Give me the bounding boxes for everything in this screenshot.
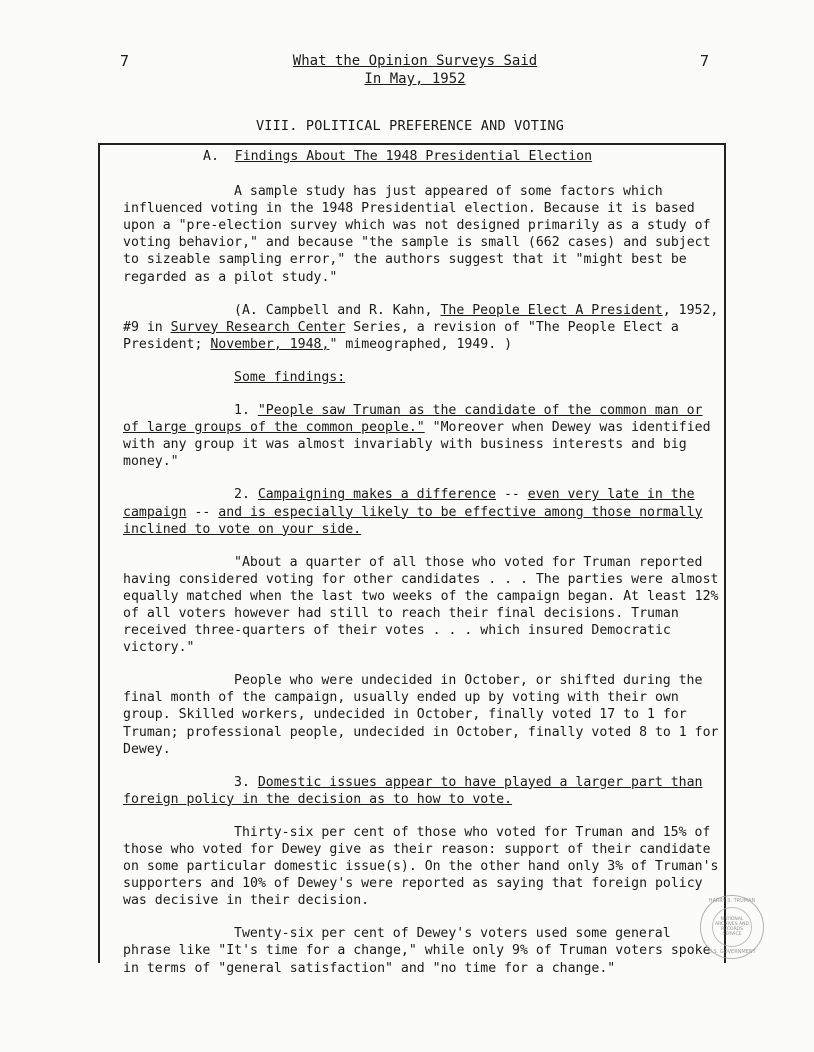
finding-2-part-2: even very late in the campaign [123,487,695,520]
finding-2-sep-1: -- [496,487,528,503]
citation-book-title: The People Elect A President [440,302,663,318]
some-findings-label: Some findings: [234,369,346,385]
some-findings-heading [234,369,721,386]
intro-paragraph: A sample study has just appeared of some factors which influenced voting in the 1948 Presidential election. Because it is based upon a "pre-election survey which was not designed primarily as a study of voting behavior," and because "the sample is small (662 cases) and subject to sizeable sampling error," the authors suggest that it "might best be regarded as a pilot study." [123,184,711,285]
finding-3-number: 3. [234,774,250,790]
archive-stamp [700,895,764,959]
finding-2-quote: "About a quarter of all those who voted for Truman reported having considered voting for other candidates . . . The parties were almost equally matched when the last two weeks of the campaign began. At least 12% of all voters however had still to reach their final decisions. Truman received three-quarters of their votes . . . which insured Democratic victory." [123,554,719,656]
citation-mid-2: Series, a revision of "The People Elect a President; [123,319,679,352]
citation-date: November, 1948, [210,336,330,352]
citation-mid-1: , 1952, #9 in [123,302,719,335]
stamp-top-text: HARRY S. TRUMAN [708,898,756,904]
finding-1-number: 1. [234,403,250,419]
twenty-six-paragraph: Twenty-six per cent of Dewey's voters used some general phrase like "It's time for a change," while only 9% of Truman voters spoke in terms of "general satisfaction" and "no time for a change." [123,926,711,976]
header-line-2: In May, 1952 [364,71,466,87]
page-number-right: 7 [700,52,710,70]
citation-post: " mimeographed, 1949. ) [329,336,513,352]
finding-2-number: 2. [234,487,250,503]
citation-pre: (A. Campbell and R. Kahn, [234,302,441,318]
finding-2-part-3: and is especially likely to be effective among those normally inclined to vote on your side. [123,504,703,537]
document-body [123,148,721,993]
thirty-six-paragraph: Thirty-six per cent of those who voted for Truman and 15% of those who voted for Dewey give as their reason: support of their candidate on some particular domestic issue(s). On the other hand only 3% of Truman's supporters and 10% of Dewey's were reported as saying that foreign policy was decisive in their decision. [123,824,719,909]
subsection-title: Findings About The 1948 Presidential Election [234,149,593,164]
citation-series: Survey Research Center [170,319,346,335]
finding-1-rest: "Moreover when Dewey was identified with any group it was almost invariably with business interests and big money." [123,420,711,470]
page-header [250,52,580,88]
finding-3 [123,774,721,808]
finding-2-sep-2: -- [186,504,219,520]
subsection-label: A. [203,149,219,164]
finding-2-part-1: Campaigning makes a difference [257,487,497,503]
finding-1 [123,402,721,470]
finding-1-quote: "People saw Truman as the candidate of the common man or of large groups of the common people." [123,403,703,436]
citation-paragraph [123,302,721,353]
finding-2 [123,486,721,537]
page-number-left: 7 [120,52,130,70]
subsection-heading [203,148,721,165]
stamp-center [712,907,752,947]
header-line-1: What the Opinion Surveys Said [292,53,538,69]
stamp-bottom-text: U.S. GOVERNMENT [708,949,756,955]
undecided-paragraph: People who were undecided in October, or shifted during the final month of the campaign, usually ended up by voting with their own group. Skilled workers, undecided in October, finally voted 17 to 1 for Truman; professional people, undecided in October, finally voted 8 to 1 for Dewey. [123,673,719,757]
finding-3-text: Domestic issues appear to have played a larger part than foreign policy in the decision as to how to vote. [123,774,703,807]
section-title: VIII. POLITICAL PREFERENCE AND VOTING [255,118,565,134]
stamp-center-text: NATIONAL ARCHIVES AND RECORDS SERVICE [715,917,749,937]
